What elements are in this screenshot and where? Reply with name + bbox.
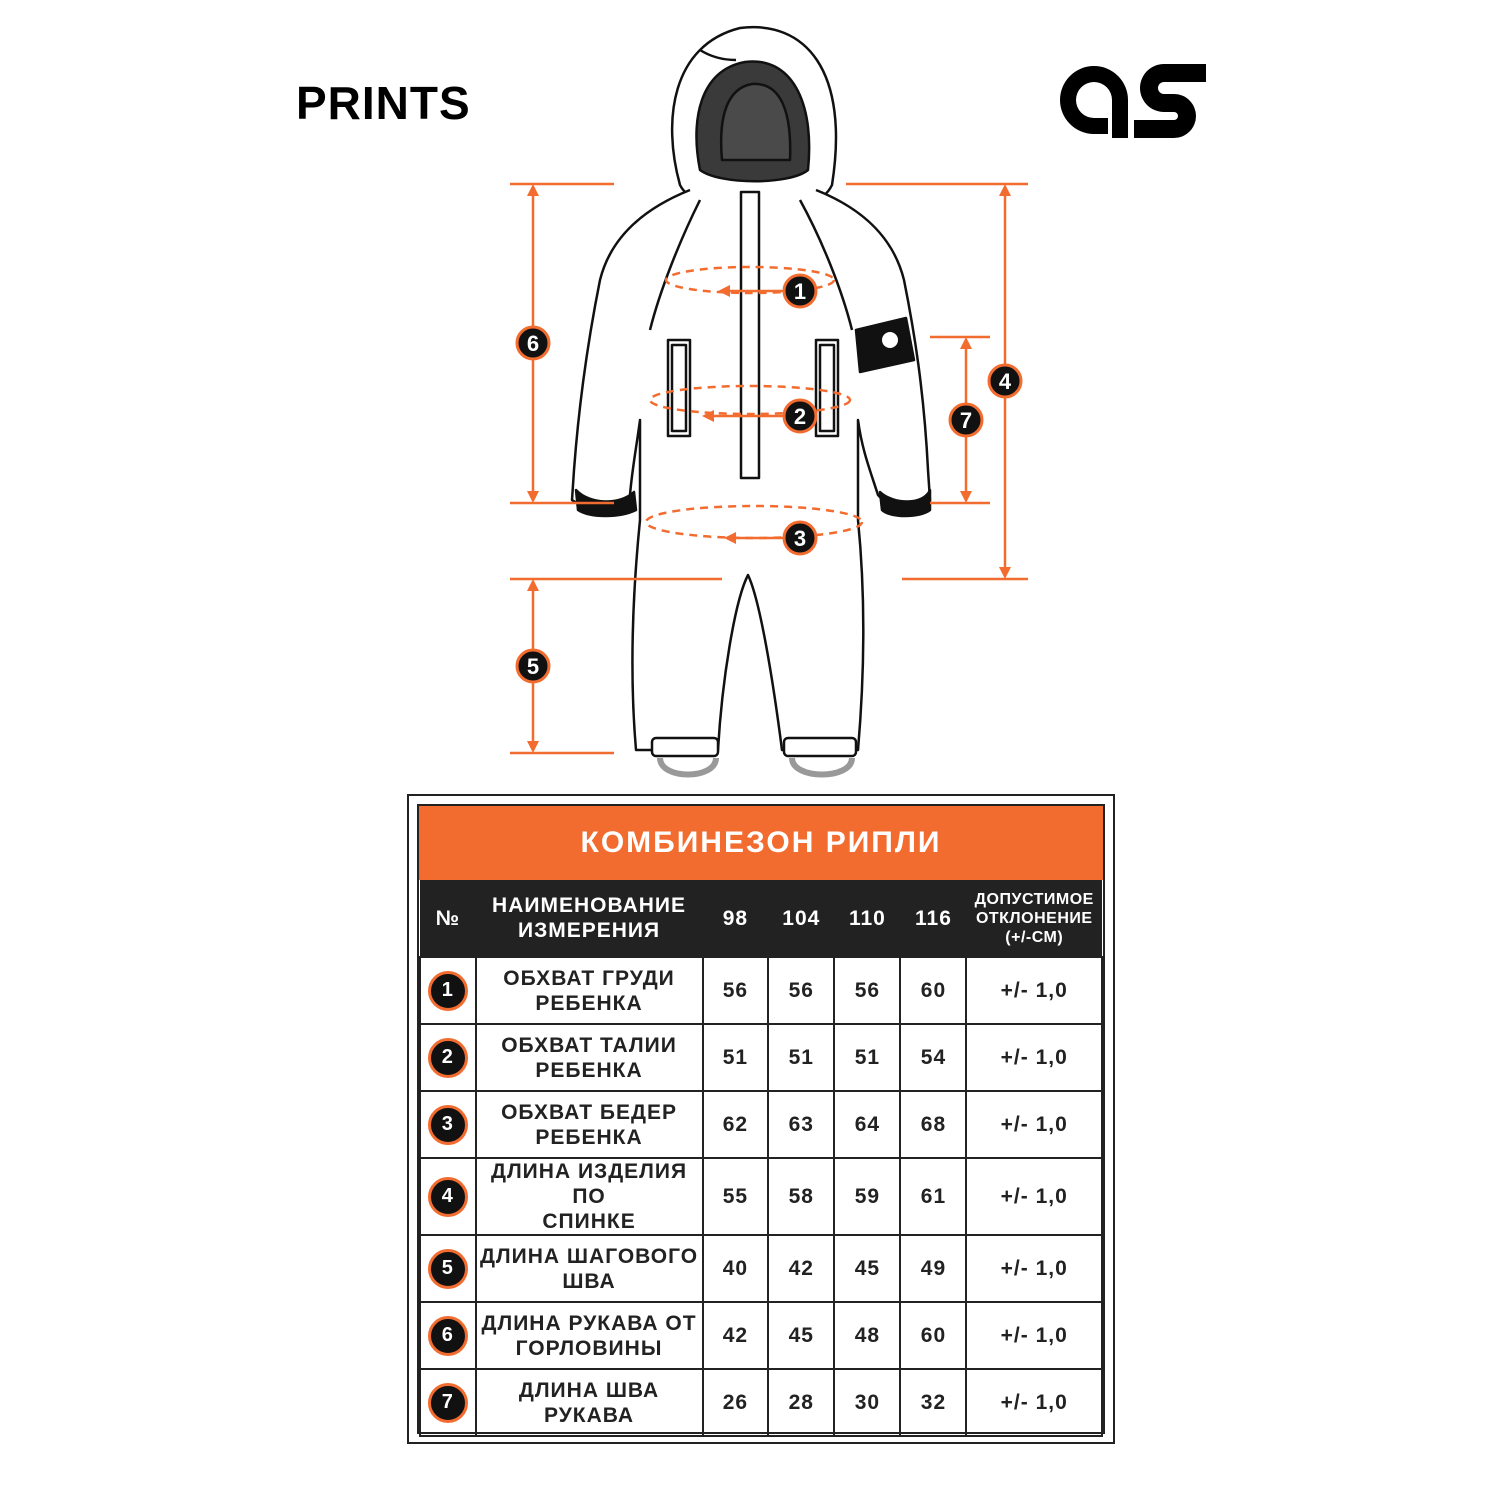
size-value-cell: 51: [768, 1024, 834, 1091]
col-header-tolerance: [966, 880, 1102, 957]
table-row: [420, 1024, 1102, 1091]
size-value-cell: 54: [900, 1024, 966, 1091]
row-number-badge: 4: [428, 1177, 468, 1217]
marker-3: [784, 522, 816, 554]
tolerance-cell: +/- 1,0: [966, 1369, 1102, 1436]
svg-text:1: 1: [793, 279, 807, 304]
measurement-name-cell: [476, 1024, 703, 1091]
col-header-name-line2: ИЗМЕРЕНИЯ: [517, 919, 661, 942]
table-row: [420, 957, 1102, 1024]
measurement-name-line1: ОБХВАТ БЕДЕР: [501, 1100, 677, 1124]
measurement-name-line1: ОБХВАТ ГРУДИ: [503, 966, 675, 990]
size-value-cell: 51: [703, 1024, 769, 1091]
table-row: [420, 1091, 1102, 1158]
size-value-cell: 59: [834, 1158, 900, 1235]
row-number-cell: [420, 1235, 476, 1302]
marker-7: [950, 404, 982, 436]
size-value-cell: 62: [703, 1091, 769, 1158]
size-chart-title: КОМБИНЕЗОН РИПЛИ: [419, 806, 1103, 880]
tolerance-cell: +/- 1,0: [966, 1024, 1102, 1091]
size-value-cell: 60: [900, 1302, 966, 1369]
size-value-cell: 40: [703, 1235, 769, 1302]
row-number-cell: [420, 1158, 476, 1235]
tolerance-cell: +/- 1,0: [966, 1235, 1102, 1302]
measurement-name-line1: ДЛИНА ИЗДЕЛИЯ ПО: [490, 1160, 688, 1208]
svg-text:6: 6: [526, 331, 540, 356]
row-number-badge: 3: [428, 1105, 468, 1145]
marker-5: [517, 650, 549, 682]
measurement-name-line2: СПИНКЕ: [542, 1210, 636, 1233]
size-value-cell: 28: [768, 1369, 834, 1436]
col-header-size: 104: [768, 880, 834, 957]
size-value-cell: 49: [900, 1235, 966, 1302]
size-value-cell: 58: [768, 1158, 834, 1235]
svg-text:5: 5: [526, 654, 540, 679]
measurement-name-line2: РЕБЕНКА: [535, 1125, 643, 1149]
tolerance-cell: +/- 1,0: [966, 1091, 1102, 1158]
col-header-size: 98: [703, 880, 769, 957]
size-value-cell: 32: [900, 1369, 966, 1436]
measurement-name-line2: ГОРЛОВИНЫ: [515, 1336, 663, 1360]
measurement-name-cell: [476, 957, 703, 1024]
row-number-cell: [420, 1302, 476, 1369]
measurement-name-line2: ШВА: [562, 1269, 616, 1293]
size-value-cell: 45: [768, 1302, 834, 1369]
svg-text:7: 7: [959, 408, 973, 433]
size-value-cell: 56: [703, 957, 769, 1024]
col-header-size: 110: [834, 880, 900, 957]
row-number-cell: [420, 1091, 476, 1158]
size-value-cell: 42: [703, 1302, 769, 1369]
size-value-cell: 63: [768, 1091, 834, 1158]
marker-4: [989, 365, 1021, 397]
size-value-cell: 42: [768, 1235, 834, 1302]
measurement-name-cell: [476, 1158, 703, 1235]
measurement-name-cell: [476, 1369, 703, 1436]
measurement-name-line1: ДЛИНА ШВА РУКАВА: [518, 1378, 660, 1427]
table-row: [420, 1158, 1102, 1235]
size-value-cell: 61: [900, 1158, 966, 1235]
table-header-row: [420, 880, 1102, 957]
svg-text:2: 2: [793, 404, 807, 429]
row-number-badge: 1: [428, 971, 468, 1011]
measurement-name-line2: РЕБЕНКА: [535, 1058, 643, 1082]
table-row: [420, 1235, 1102, 1302]
size-value-cell: 56: [768, 957, 834, 1024]
size-value-cell: 55: [703, 1158, 769, 1235]
table-row: [420, 1302, 1102, 1369]
measurement-name-line1: ОБХВАТ ТАЛИИ: [501, 1033, 677, 1057]
row-number-badge: 5: [428, 1249, 468, 1289]
col-header-tol-line3: (+/-СМ): [1005, 928, 1064, 946]
table-row: [420, 1369, 1102, 1436]
measurement-name-cell: [476, 1235, 703, 1302]
row-number-cell: [420, 957, 476, 1024]
col-header-size: 116: [900, 880, 966, 957]
marker-1: [784, 275, 816, 307]
col-header-tol-line1: ДОПУСТИМОЕ: [974, 890, 1094, 908]
size-value-cell: 26: [703, 1369, 769, 1436]
size-chart: [407, 794, 1115, 1444]
size-value-cell: 48: [834, 1302, 900, 1369]
measurement-name-cell: [476, 1091, 703, 1158]
size-value-cell: 45: [834, 1235, 900, 1302]
row-number-badge: 6: [428, 1316, 468, 1356]
tolerance-cell: +/- 1,0: [966, 957, 1102, 1024]
measurement-name-line1: ДЛИНА ШАГОВОГО: [479, 1244, 699, 1268]
size-value-cell: 64: [834, 1091, 900, 1158]
size-value-cell: 68: [900, 1091, 966, 1158]
svg-text:4: 4: [998, 369, 1012, 394]
row-number-cell: [420, 1024, 476, 1091]
row-number-cell: [420, 1369, 476, 1436]
marker-6: [517, 327, 549, 359]
row-number-badge: 2: [428, 1038, 468, 1078]
tolerance-cell: +/- 1,0: [966, 1302, 1102, 1369]
size-value-cell: 56: [834, 957, 900, 1024]
size-value-cell: 30: [834, 1369, 900, 1436]
col-header-num: №: [420, 880, 476, 957]
tolerance-cell: +/- 1,0: [966, 1158, 1102, 1235]
size-value-cell: 51: [834, 1024, 900, 1091]
measurement-name-line2: РЕБЕНКА: [535, 991, 643, 1015]
col-header-name: [476, 880, 703, 957]
size-table: [419, 880, 1103, 1437]
measurement-name-cell: [476, 1302, 703, 1369]
svg-text:3: 3: [793, 526, 807, 551]
measurement-name-line1: ДЛИНА РУКАВА ОТ: [481, 1311, 697, 1335]
brand-title: PRINTS: [296, 77, 471, 129]
row-number-badge: 7: [428, 1383, 468, 1423]
size-chart-frame: [417, 804, 1105, 1434]
marker-2: [784, 400, 816, 432]
col-header-name-line1: НАИМЕНОВАНИЕ: [492, 894, 687, 917]
col-header-tol-line2: ОТКЛОНЕНИЕ: [975, 909, 1093, 927]
size-value-cell: 60: [900, 957, 966, 1024]
